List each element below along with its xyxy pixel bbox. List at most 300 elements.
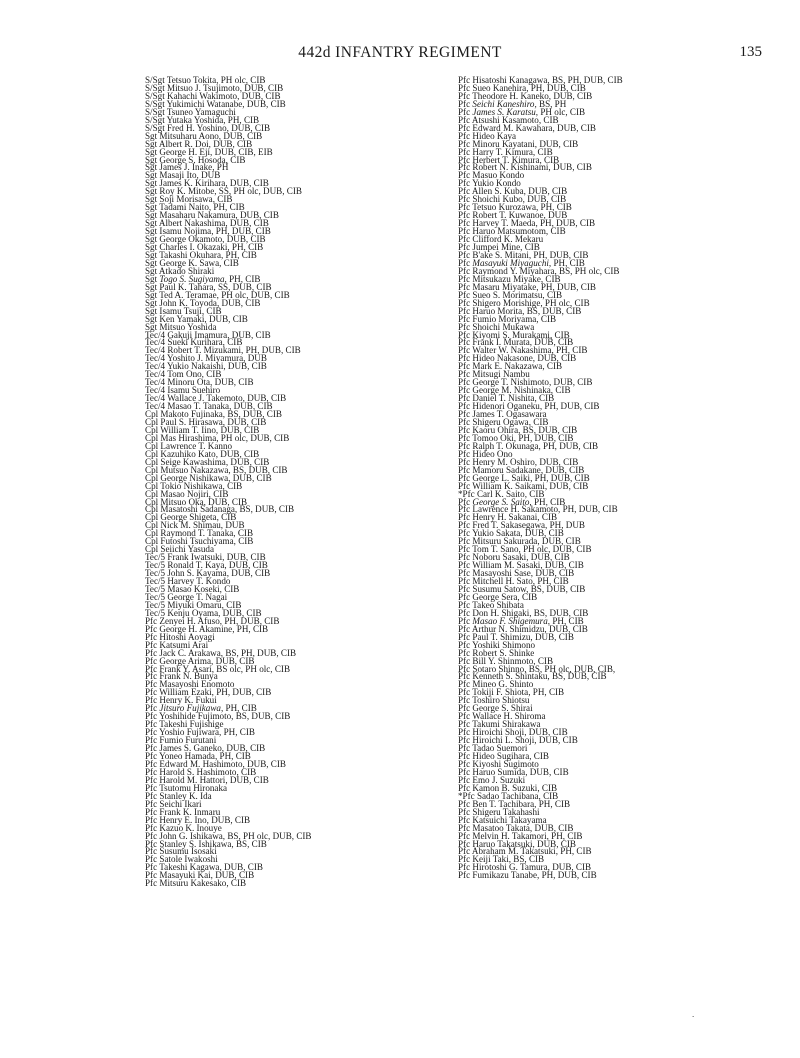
rank: Pfc [458, 401, 471, 412]
rank: Tec/5 [145, 552, 166, 563]
roster-column-right [458, 77, 778, 880]
roster-entry [458, 872, 778, 880]
rank: Pfc [458, 766, 471, 777]
awards: PH, DUB, CIB [534, 472, 590, 483]
awards: CIB [206, 369, 222, 380]
awards: BS, PH, DUB, CIB [551, 75, 623, 85]
soldier-name: Theodore H. Kaneko, [472, 90, 552, 101]
rank: Pfc [458, 130, 471, 141]
rank: Cpl [145, 504, 159, 515]
soldier-name: Yukio Nakaishi, [167, 361, 226, 372]
rank: Pfc [458, 838, 471, 849]
soldier-name: Soji Morisawa, [159, 194, 215, 205]
rank: Pfc [458, 90, 471, 101]
rank: Pfc [458, 607, 471, 618]
soldier-name: Mitsukazu Miyake, [472, 273, 544, 284]
soldier-name: Yoshio Fujiwara, [159, 727, 222, 738]
awards: DUB, CIB [529, 766, 569, 777]
soldier-name: Emo J. Suzuki [472, 774, 526, 785]
soldier-name: John G. Ishikawa, [159, 830, 226, 841]
rank: Pfc [458, 305, 471, 316]
soldier-name: Ralph T. Okunaga, [472, 440, 541, 451]
rank: Pfc [458, 711, 471, 722]
rank: Pfc [458, 464, 471, 475]
soldier-name: Allen S. Kuba, [471, 186, 526, 197]
rank: Pfc [458, 265, 471, 276]
soldier-name: Shigeru Takahashi [472, 806, 540, 817]
soldier-name: Takashi Okuhara, [159, 249, 224, 260]
soldier-name: Fred T. Sakasegawa, [472, 520, 548, 531]
soldier-name: James S. Karatsu, [472, 106, 539, 117]
rank: Pfc [458, 162, 471, 173]
page-header [0, 44, 800, 68]
rank: Pfc [458, 671, 471, 682]
awards: BS, PH olc, DUB, CIB [227, 830, 312, 841]
soldier-name: George K. Sawa, [159, 257, 222, 268]
awards: DUB, CIB [241, 90, 281, 101]
rank: Pfc [458, 297, 471, 308]
rank: Cpl [145, 472, 159, 483]
soldier-name: Frank I. Murata, [472, 337, 533, 348]
soldier-name: Masatoo Takata, [472, 822, 533, 833]
rank: Pfc [458, 313, 471, 324]
soldier-name: Masuo Kondo [472, 170, 525, 181]
awards: DUB, CIB [220, 424, 260, 435]
rank: Tec/5 [145, 607, 166, 618]
rank: Pfc [458, 210, 471, 221]
rank: Tec/4 [145, 377, 166, 388]
soldier-name: Yukimichi Watanabe, [166, 98, 245, 109]
awards: DUB, CIB [538, 735, 578, 746]
rank: Cpl [145, 432, 159, 443]
awards: DUB, CIB [231, 122, 271, 133]
soldier-name: Susumu Satow, [472, 584, 529, 594]
awards: DUB, CIB [539, 138, 579, 149]
rank: Pfc [458, 234, 471, 245]
awards: DUB, CIB [528, 727, 568, 738]
rank: Pfc [145, 743, 158, 754]
soldier-name: Tadami Naito, [159, 202, 212, 213]
rank: Pfc [458, 257, 471, 268]
awards: CIB [546, 289, 563, 300]
rank: Pfc [145, 751, 158, 762]
rank: Cpl [145, 424, 159, 435]
awards: BS, PH [539, 98, 567, 109]
awards: CIB [540, 313, 557, 324]
rank: Sgt [145, 242, 158, 253]
rank: Pfc [458, 202, 471, 213]
soldier-name: Kaoru Ohira, [472, 424, 521, 435]
rank: Cpl [145, 544, 159, 555]
awards: DUB [247, 353, 267, 364]
soldier-name: William T. Iino, [160, 424, 219, 435]
soldier-name: Stanley K. Ida [159, 790, 212, 801]
rank: Tec/5 [145, 576, 166, 587]
awards: CIB [522, 591, 538, 602]
soldier-name: Albert Nakashima, [158, 218, 228, 229]
soldier-name: George M. Nishinaka, [472, 385, 554, 396]
awards: CIB [544, 154, 560, 165]
soldier-name: Futoshi Tsuchiyama, [160, 536, 236, 547]
awards: DUB, CIB [226, 234, 266, 245]
rank: Pfc [145, 870, 158, 881]
rank: Sgt [145, 218, 158, 229]
awards: PH, DUB, CIB [540, 281, 596, 292]
awards: DUB, CIB [229, 178, 269, 189]
rank: Sgt [145, 186, 158, 197]
awards: DUB, CIB [229, 774, 269, 785]
soldier-name: Harry T. Kimura, [472, 146, 536, 157]
soldier-name: Masayoshi Enomoto [159, 679, 235, 690]
rank: Pfc [458, 393, 471, 404]
roster-column-left [145, 77, 465, 888]
soldier-name: Isamu Tsuji, [159, 305, 205, 316]
rank: Cpl [145, 536, 159, 547]
awards: DUB, CIB [549, 480, 589, 491]
awards: DUB, CIB [246, 98, 286, 109]
rank: Pfc [458, 480, 471, 491]
soldier-name: Masaji Ito, [159, 170, 199, 181]
soldier-name: Minoru Kayatani, [472, 138, 538, 149]
soldier-name: Henry E. Ino, [159, 814, 209, 825]
soldier-name: Stanley S. Ishikawa, [159, 838, 234, 849]
awards: PH, CIB [553, 257, 585, 268]
awards: DUB, CIB [208, 313, 248, 324]
rank: Pfc [458, 822, 471, 833]
rank: Sgt [145, 321, 158, 332]
soldier-name: Wallace J. Takemoto, [167, 393, 245, 404]
rank: Pfc [458, 504, 471, 515]
awards: DUB, CIB [231, 329, 271, 340]
soldier-name: Edward M. Hashimoto, [159, 758, 245, 769]
soldier-name: Satole Iwakoshi [159, 854, 218, 865]
soldier-name: Haruo Sumida, [472, 766, 528, 777]
soldier-name: Fumio Furutani [159, 735, 217, 746]
soldier-name: Bill Y. Shinmoto, [472, 655, 536, 666]
soldier-name: John S. Kayama, [167, 568, 229, 579]
soldier-name: Zenyei H. Afuso, [159, 615, 223, 626]
soldier-name: Paul T. Shimizu, [472, 631, 533, 642]
awards: PH, DUB, CIB [530, 82, 586, 93]
soldier-name: Arthur N. Shimidzu, [471, 623, 547, 634]
soldier-name: Frank Y. Asari, [159, 663, 214, 674]
rank: Pfc [458, 631, 471, 642]
soldier-name: Hideo Ono [472, 448, 513, 459]
awards: DUB, CIB [553, 90, 593, 101]
awards: DUB, CIB [524, 528, 564, 539]
awards: CIB [543, 790, 559, 801]
awards: BS, DUB, CIB [533, 607, 589, 618]
soldier-name: Harold M. Hattori, [159, 774, 228, 785]
awards: PH olc, CIB [220, 75, 266, 85]
rank: Pfc [458, 647, 471, 658]
soldier-name: Robert S. Shinke [472, 647, 535, 658]
soldier-name: Daniel T. Nishita, [472, 393, 537, 404]
awards: CIB [227, 337, 243, 348]
rank: Pfc [458, 687, 471, 698]
soldier-name: Noboru Sasaki, [472, 552, 529, 563]
rank: Pfc [145, 862, 158, 873]
rank: Tec/4 [145, 337, 166, 348]
soldier-name: Susumu Isosaki [159, 846, 217, 857]
rank: Sgt [145, 257, 158, 268]
rank: Pfc [458, 154, 471, 165]
soldier-name: Isamu Suehiro [167, 385, 221, 396]
soldier-name: Edward M. Kawahara, [472, 122, 555, 133]
rank: Pfc [458, 170, 471, 181]
rank: Pfc [458, 226, 471, 237]
soldier-name: Tokio Nishikawa, [160, 480, 225, 491]
soldier-name: Harvey T. Maeda, [472, 218, 538, 229]
soldier-name: George S. Saito, [472, 496, 532, 507]
rank: Pfc [458, 719, 471, 730]
rank: Pfc [458, 218, 471, 229]
awards: DUB, CIB [247, 758, 286, 769]
rank: Sgt [145, 130, 158, 141]
rank: Sgt [145, 162, 158, 173]
soldier-name: Shigero Morishige, [472, 297, 543, 308]
awards: CIB [543, 114, 559, 125]
rank: Pfc [458, 289, 471, 300]
rank: Sgt [145, 138, 158, 149]
rank: Pfc [458, 249, 471, 260]
awards: CIB [226, 599, 242, 610]
rank: Pfc [458, 106, 471, 117]
soldier-name: Katsuichi Takayama [472, 814, 547, 825]
awards: PH, CIB [227, 114, 260, 125]
awards: PH olc, DUB, CIB [221, 289, 290, 300]
rank: Pfc [458, 82, 471, 93]
awards: PH, DUB, CIB [224, 615, 280, 626]
soldier-name: John K. Toyoda, [159, 297, 220, 308]
soldier-name: Kahachi Wakimoto, [167, 90, 240, 101]
rank: Pfc [458, 369, 471, 380]
rank: Cpl [145, 520, 159, 531]
soldier-name: Kiyoshi Sugimoto [472, 758, 539, 769]
soldier-name: Kazuhiko Kato, [160, 448, 218, 459]
rank: Pfc [145, 655, 158, 666]
soldier-name: Jumpei Mine, [472, 242, 523, 253]
soldier-name: Tsuneo Yamaguchi [166, 106, 236, 117]
awards: CIB [241, 766, 257, 777]
soldier-name: Robert T. Mizukami, [167, 345, 244, 356]
rank: Pfc [145, 647, 158, 658]
rank: Pfc [458, 560, 471, 571]
awards: DUB, CIB [534, 822, 574, 833]
rank: Pfc [145, 695, 158, 706]
awards: PH [216, 162, 229, 173]
awards: CIB [541, 512, 558, 523]
rank: S/Sgt [145, 90, 165, 101]
soldier-name: Herbert T. Kimura, [472, 154, 542, 165]
soldier-name: George S. Hosoda, [159, 154, 228, 165]
rank: Pfc [145, 878, 158, 889]
soldier-name: Tomoo Oki, [472, 432, 517, 443]
awards: DUB [201, 170, 221, 181]
soldier-name: George Sera, [472, 591, 520, 602]
rank: Cpl [145, 496, 159, 507]
soldier-name: Henry M. Oshiro, [472, 456, 538, 467]
rank: Pfc [458, 456, 471, 467]
soldier-name: James T. Ogasawara [472, 409, 547, 420]
soldier-name: B'ake S. Mitani, [472, 249, 532, 260]
awards: PH olc, CIB [540, 106, 586, 117]
awards: CIB [230, 154, 246, 165]
soldier-name: George Nishikawa, [160, 472, 231, 483]
awards: DUB [225, 520, 245, 531]
rank: Sgt [145, 170, 158, 181]
soldier-name: Roy K. Mitobe, [159, 186, 217, 197]
rank: Pfc [458, 695, 471, 706]
awards: BS, DUB, CIB [522, 424, 578, 435]
soldier-name: Takeshi Kagawa, [159, 862, 222, 873]
awards: DUB, CIB [541, 536, 581, 547]
soldier-name: Hiroichi L. Shoji, [472, 735, 537, 746]
awards: DUB, CIB [213, 138, 253, 149]
rank: Sgt [145, 249, 158, 260]
rank: Pfc [458, 727, 471, 738]
awards: CIB [224, 584, 240, 594]
awards: DUB, CIB [215, 870, 255, 881]
awards: DUB, CIB [233, 401, 273, 412]
rank: Cpl [145, 448, 159, 459]
rank: Pfc [458, 639, 471, 650]
rank: Cpl [145, 480, 159, 491]
soldier-name: Mitsuharu Aono, [159, 130, 222, 141]
soldier-name: Frank K. Inmaru [159, 806, 221, 817]
rank: Pfc [145, 719, 158, 730]
rank: Pfc [458, 751, 471, 762]
rank: Pfc [145, 830, 158, 841]
soldier-name: Toshiro Shiotsu [472, 695, 530, 706]
roster-entry [145, 880, 465, 888]
rank: Pfc [458, 568, 471, 579]
rank: Cpl [145, 416, 159, 427]
rank: Sgt [145, 273, 158, 284]
awards: PH, DUB, CIB [245, 345, 301, 356]
soldier-name: Tom T. Sano, [472, 544, 521, 555]
rank: Pfc [145, 735, 158, 746]
soldier-name: Kenju Oyama, [167, 607, 221, 618]
soldier-name: Carl K. Saito, [476, 488, 527, 499]
rank: Pfc [145, 639, 158, 650]
rank: Pfc [458, 615, 471, 626]
soldier-name: Shoichi Kubo, [472, 194, 525, 205]
awards: PH, DUB, CIB [215, 226, 271, 237]
rank: Pfc [458, 409, 471, 420]
rank: Cpl [145, 409, 159, 420]
rank: Pfc [145, 679, 158, 690]
awards: PH, DUB, CIB [543, 440, 599, 451]
rank: Pfc [458, 242, 471, 253]
rank: Sgt [145, 281, 158, 292]
rank: Cpl [145, 464, 159, 475]
rank: *Pfc [458, 488, 475, 499]
rank: Pfc [458, 552, 471, 563]
awards: PH, CIB [540, 202, 572, 213]
awards: DUB, CIB [231, 568, 271, 579]
rank: Pfc [145, 687, 158, 698]
soldier-name: Kazuo K. Inouye [159, 822, 222, 833]
rank: Pfc [145, 758, 158, 769]
soldier-name: Mitsuru Kakesako, [159, 878, 229, 889]
rank: Sgt [145, 265, 158, 276]
soldier-name: Masayuki Miyaguchi, [472, 257, 552, 268]
soldier-name: Walter W. Nakashima, [472, 345, 554, 356]
awards: DUB, CIB [528, 186, 568, 197]
rank: Tec/5 [145, 560, 166, 571]
soldier-name: Mamoru Sadakane, [472, 464, 544, 475]
awards: DUB, CIB [223, 130, 263, 141]
rank: Sgt [145, 210, 158, 221]
rank: Pfc [458, 98, 471, 109]
rank: Pfc [145, 663, 158, 674]
awards: PH, CIB [223, 727, 255, 738]
rank: Pfc [458, 337, 471, 348]
soldier-name: Yukio Sakata, [472, 528, 523, 539]
awards: DUB, CIB [553, 162, 592, 173]
awards: DUB, CIB [224, 862, 263, 873]
soldier-name: Keiji Taki, [472, 854, 512, 865]
soldier-name: Yoshihide Fujimoto, [159, 711, 234, 722]
awards: DUB, CIB [553, 377, 593, 388]
soldier-name: Katsumi Arai [159, 639, 209, 650]
rank: Pfc [458, 496, 471, 507]
soldier-name: Jack C. Arakawa, [159, 647, 224, 658]
soldier-name: Fred H. Yoshino, [167, 122, 229, 133]
awards: DUB, CIB [539, 456, 579, 467]
awards: BS, DUB, CIB [239, 504, 295, 515]
rank: *Pfc [458, 790, 475, 801]
soldier-name: Clifford K. Mekaru [472, 234, 544, 245]
rank: Pfc [458, 273, 471, 284]
rank: Sgt [145, 154, 158, 165]
soldier-name: Mas Hirashima, [160, 432, 219, 443]
soldier-name: Shigeru Ogawa, [472, 416, 531, 427]
rank: Pfc [458, 870, 471, 881]
awards: DUB, CIB [211, 814, 251, 825]
soldier-name: Gakuji Imamura, [167, 329, 230, 340]
rank: Pfc [145, 671, 158, 682]
awards: CIB [524, 242, 540, 253]
awards: PH olc, DUB, CIB [523, 544, 592, 555]
soldier-name: Haruo Matsumotom, [472, 226, 549, 237]
rank: Pfc [458, 536, 471, 547]
soldier-name: Yukio Kondo [472, 178, 521, 189]
awards: DUB, CIB [226, 552, 266, 563]
rank: Pfc [458, 146, 471, 157]
awards: DUB, CIB [544, 560, 584, 571]
soldier-name: Atkado Shiraki [158, 265, 215, 276]
awards: PH, CIB [560, 846, 592, 857]
awards: BS, DUB, CIB [235, 711, 291, 722]
rank: Pfc [458, 758, 471, 769]
awards: BS, PH olc, DUB, CIB, [528, 663, 616, 674]
soldier-name: Seige Kawashima, [160, 456, 229, 467]
rank: Pfc [458, 743, 471, 754]
rank: Tec/4 [145, 401, 166, 412]
awards: CIB [238, 536, 254, 547]
rank: Tec/4 [145, 369, 166, 380]
rank: S/Sgt [145, 82, 165, 93]
rank: Pfc [458, 584, 471, 594]
soldier-name: Nick M. Shimau, [160, 520, 224, 531]
awards: DUB, CIB [557, 122, 596, 133]
awards: CIB [230, 878, 247, 889]
soldier-name: Takeo Shibata [472, 599, 524, 610]
awards: PH, DUB, CIB [540, 218, 596, 229]
soldier-name: Haruo Morita, [472, 305, 525, 316]
